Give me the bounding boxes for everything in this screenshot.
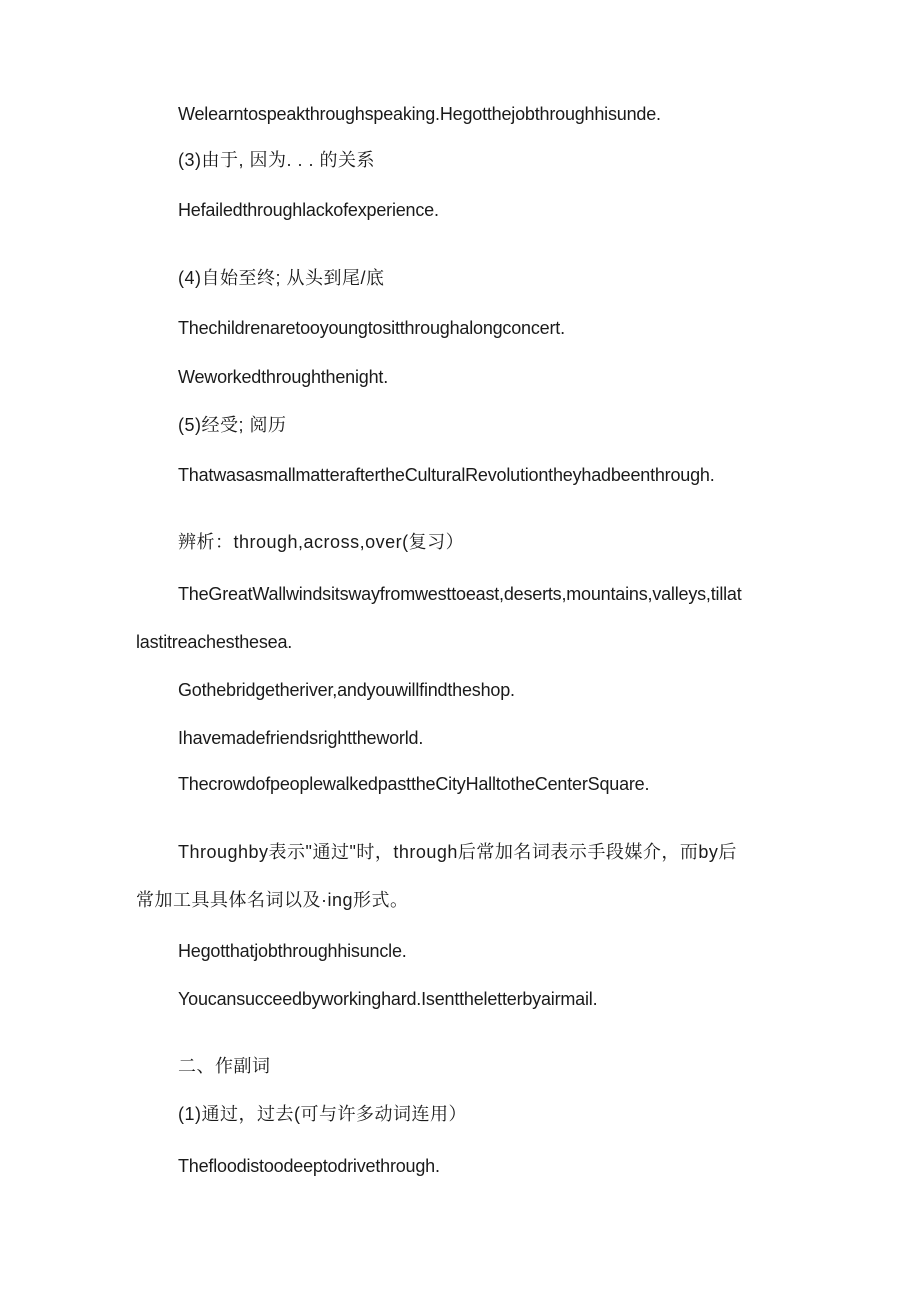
- example-sentence: Ihavemadefriendsrighttheworld.: [178, 728, 424, 748]
- example-sentence: Thefloodistoodeeptodrivethrough.: [178, 1156, 440, 1176]
- section-heading-adverb: 二、作副词: [178, 1056, 271, 1076]
- example-sentence: Youcansucceedbyworkinghard.Isenttheletterbyairmail.: [178, 989, 598, 1009]
- sense-heading-4: (4)自始至终; 从头到尾/底: [178, 268, 385, 288]
- example-sentence: ThecrowdofpeoplewalkedpasttheCityHalltotheCenterSquare.: [178, 774, 650, 794]
- example-sentence: TheGreatWallwindsitswayfromwesttoeast,deserts,mountains,valleys,tillat: [178, 584, 742, 604]
- example-sentence: Weworkedthroughthenight.: [178, 367, 389, 387]
- usage-note: Throughby表示"通过"时，through后常加名词表示手段媒介，而by后: [178, 842, 737, 862]
- comparison-heading: 辨析：through,across,over(复习）: [178, 532, 465, 552]
- example-sentence: Welearntospeakthroughspeaking.Hegotthejobthroughhisunde.: [178, 104, 661, 124]
- usage-note-continuation: 常加工具具体名词以及·ing形式。: [136, 890, 409, 910]
- sense-heading-5: (5)经受; 阅历: [178, 415, 287, 435]
- sense-heading-3: (3)由于, 因为. . . 的关系: [178, 150, 376, 170]
- example-sentence: ThatwasasmallmatteraftertheCulturalRevolutiontheyhadbeenthrough.: [178, 465, 715, 485]
- example-sentence: Hegotthatjobthroughhisuncle.: [178, 941, 407, 961]
- example-sentence: Hefailedthroughlackofexperience.: [178, 200, 439, 220]
- example-sentence-continuation: lastitreachesthesea.: [136, 632, 293, 652]
- example-sentence: Thechildrenaretooyoungtositthroughalongconcert.: [178, 318, 565, 338]
- sense-heading-1: (1)通过，过去(可与许多动词连用）: [178, 1104, 467, 1124]
- example-sentence: Gothebridgetheriver,andyouwillfindtheshop.: [178, 680, 515, 700]
